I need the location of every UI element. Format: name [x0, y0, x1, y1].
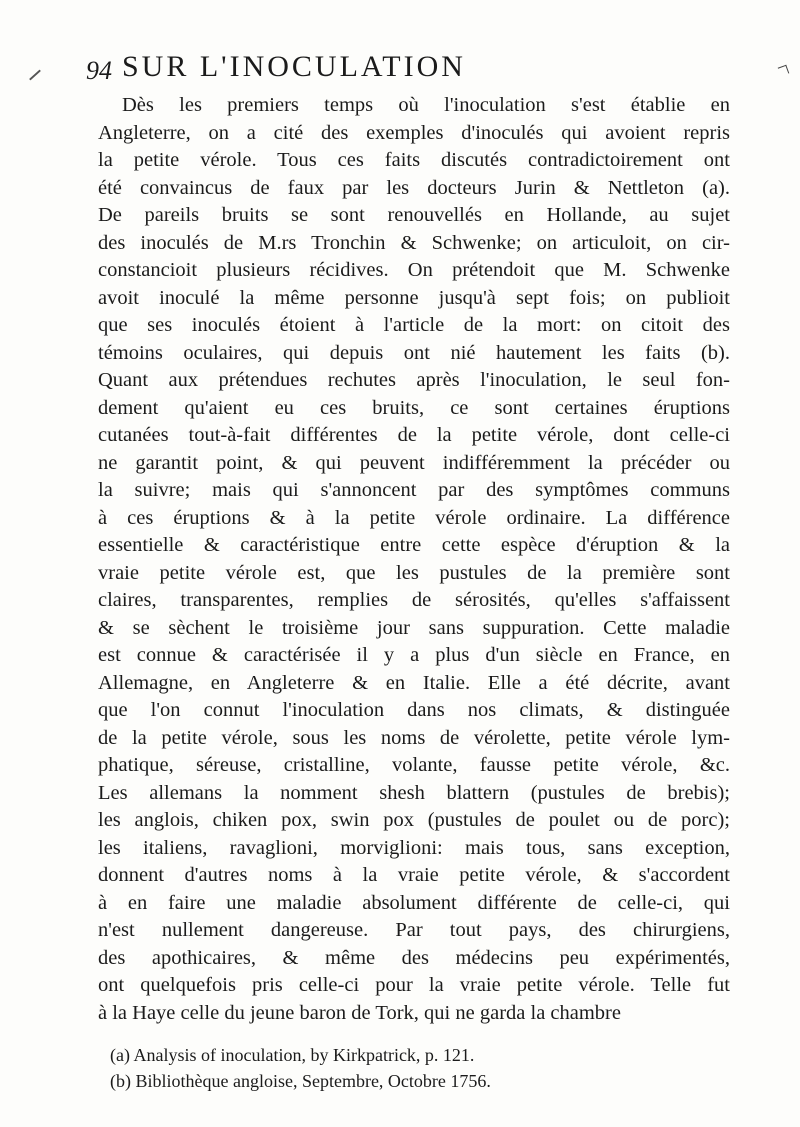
text-line: phatique, séreuse, cristalline, volante, fausse petite vérole, &c. — [98, 754, 730, 776]
text-line: Les allemans la nomment shesh blattern (pustules de brebis); — [98, 781, 730, 804]
corner-mark — [778, 65, 790, 77]
text-line: n'est nullement dangereuse. Par tout pays, des chirurgiens, — [98, 919, 730, 941]
text-line: que l'on connut l'inoculation dans nos climats, & distinguée — [98, 699, 730, 721]
text-line: Quant aux prétendues rechutes après l'inoculation, le seul fon- — [98, 369, 730, 391]
text-line: claires, transparentes, remplies de sérosités, qu'elles s'affaissent — [98, 589, 730, 611]
text-line: cutanées tout-à-fait différentes de la petite vérole, dont celle-ci — [98, 424, 730, 446]
text-line: à la Haye celle du jeune baron de Tork, qui ne garda la chambre — [98, 1001, 621, 1024]
text-line: les italiens, ravaglioni, morviglioni: mais tous, sans exception, — [98, 836, 730, 859]
text-line: donnent d'autres noms à la vraie petite vérole, & s'accordent — [98, 864, 730, 886]
body-text — [98, 92, 730, 1027]
text-line: la suivre; mais qui s'annoncent par des symptômes communs — [98, 479, 730, 501]
footnote-a: (a) Analysis of inoculation, by Kirkpatrick, p. 121. — [110, 1045, 475, 1065]
footnote-b: (b) Bibliothèque angloise, Septembre, Octobre 1756. — [110, 1071, 491, 1091]
text-line: avoit inoculé la même personne jusqu'à sept fois; on publioit — [98, 286, 730, 309]
text-line: De pareils bruits se sont renouvellés en Hollande, au sujet — [98, 204, 730, 226]
text-line: la petite vérole. Tous ces faits discutés contradictoirement ont — [98, 149, 730, 171]
text-line: ont quelquefois pris celle-ci pour la vraie petite vérole. Telle fut — [98, 974, 730, 996]
text-line: témoins oculaires, qui depuis ont nié hautement les faits (b). — [98, 341, 730, 364]
running-title: SUR L'INOCULATION — [122, 50, 466, 83]
text-line: à en faire une maladie absolument différente de celle-ci, qui — [98, 891, 730, 914]
text-line: été convaincus de faux par les docteurs Jurin & Nettleton (a). — [98, 176, 730, 199]
text-line: Allemagne, en Angleterre & en Italie. Elle a été décrite, avant — [98, 671, 730, 694]
text-line: ne garantit point, & qui peuvent indifféremment la précéder ou — [98, 451, 730, 474]
text-line: est connue & caractérisée il y a plus d'un siècle en France, en — [98, 644, 730, 666]
text-line: des apothicaires, & même des médecins peu expérimentés, — [98, 946, 730, 969]
text-line: des inoculés de M.rs Tronchin & Schwenke; on articuloit, on cir- — [98, 231, 730, 254]
text-line: que ses inoculés étoient à l'article de la mort: on citoit des — [98, 314, 730, 336]
page-number: 94 — [86, 56, 112, 85]
text-line: Dès les premiers temps où l'inoculation s'est établie en — [122, 94, 730, 116]
text-line: Angleterre, on a cité des exemples d'inoculés qui avoient repris — [98, 121, 730, 144]
text-line: à ces éruptions & à la petite vérole ordinaire. La différence — [98, 506, 730, 529]
footnotes — [110, 1042, 730, 1094]
margin-mark — [29, 70, 41, 81]
text-line: constancioit plusieurs récidives. On prétendoit que M. Schwenke — [98, 259, 730, 281]
page-header — [86, 50, 726, 90]
text-line: & se sèchent le troisième jour sans suppuration. Cette maladie — [98, 616, 730, 639]
text-line: les anglois, chiken pox, swin pox (pustules de poulet ou de porc); — [98, 809, 730, 831]
text-line: dement qu'aient eu ces bruits, ce sont certaines éruptions — [98, 396, 730, 419]
text-line: essentielle & caractéristique entre cette espèce d'éruption & la — [98, 534, 730, 556]
text-line: de la petite vérole, sous les noms de vérolette, petite vérole lym- — [98, 726, 730, 749]
text-line: vraie petite vérole est, que les pustules de la première sont — [98, 561, 730, 584]
